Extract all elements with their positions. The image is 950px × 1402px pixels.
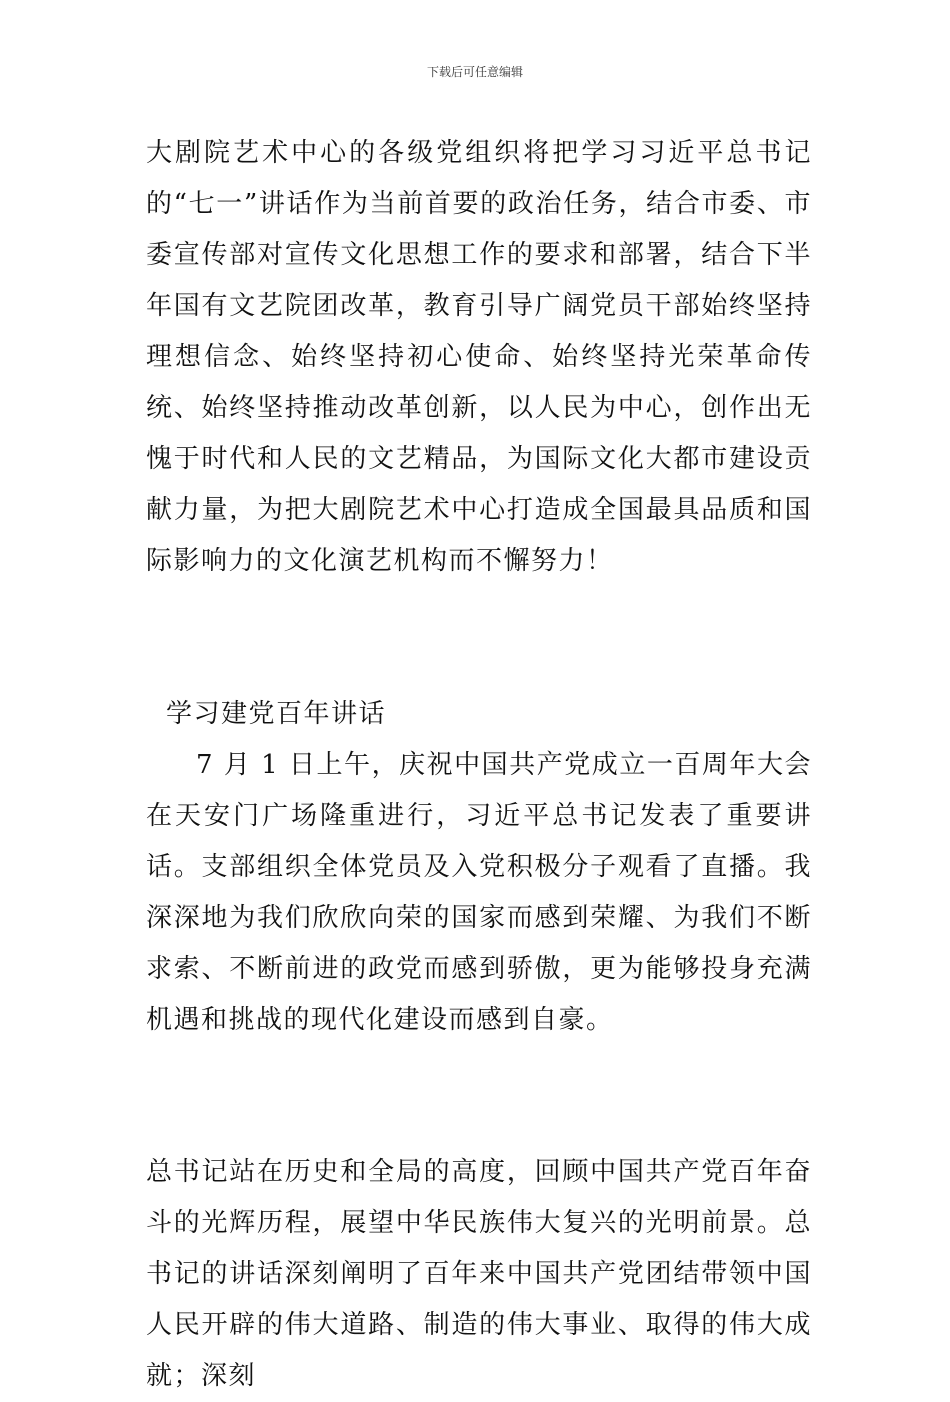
section-heading: 学习建党百年讲话 [166, 699, 387, 729]
paragraph-gap [146, 587, 812, 638]
paragraph-july-first: 7 月 1 日上午，庆祝中国共产党成立一百周年大会在天安门广场隆重进行，习近平总书记发表了重要讲话。支部组织全体党员及入党积极分子观看了直播。我深深地为我们欣欣向荣的国家而感到荣耀、为我们不断求索、不断前进的政党而感到骄傲，更为能够投身充满机遇和挑战的现代化建设而感到自豪。 [146, 750, 812, 1035]
paragraph-gap [146, 1046, 812, 1096]
paragraph-gap [146, 638, 812, 689]
paragraph-gap [146, 1096, 812, 1147]
paragraph-party-organizations: 大剧院艺术中心的各级党组织将把学习习近平总书记的“七一”讲话作为当前首要的政治任务，结合市委、市委宣传部对宣传文化思想工作的要求和部署，结合下半年国有文艺院团改革，教育引导广阔党员干部始终坚持理想信念、始终坚持初心使命、始终坚持光荣革命传统、始终坚持推动改革创新，以人民为中心，创作出无愧于时代和人民的文艺精品，为国际文化大都市建设贡献力量，为把大剧院艺术中心打造成全国最具品质和国际影响力的文化演艺机构而不懈努力！ [146, 138, 812, 576]
paragraph-general-secretary: 总书记站在历史和全局的高度，回顾中国共产党百年奋斗的光辉历程，展望中华民族伟大复兴的光明前景。总书记的讲话深刻阐明了百年来中国共产党团结带领中国人民开辟的伟大道路、制造的伟大事业、取得的伟大成就；深刻 [146, 1157, 812, 1391]
page-header: 下载后可任意编辑 [426, 65, 523, 79]
document-body [146, 128, 812, 1402]
